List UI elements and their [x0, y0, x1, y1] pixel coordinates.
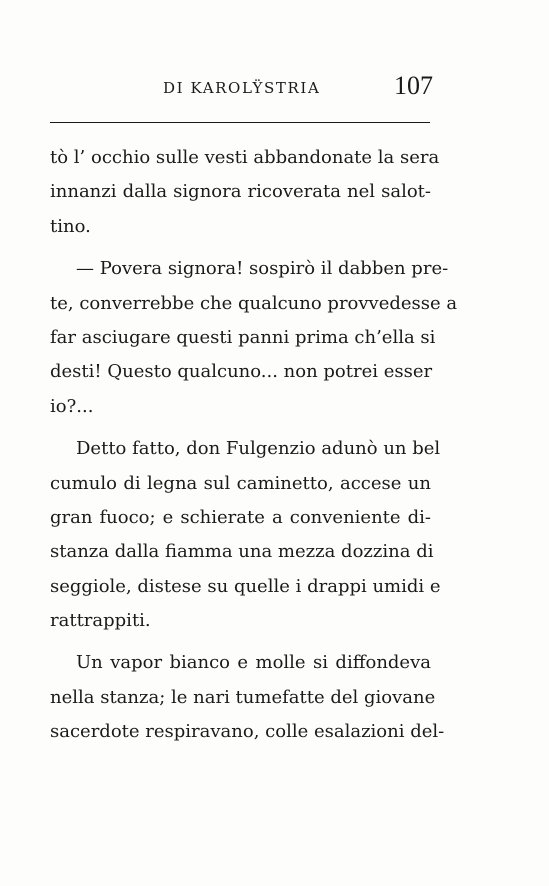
text-line: Detto fatto, don Fulgenzio adunò un bel — [76, 438, 441, 460]
text-line: nella stanza; le nari tumefatte del giovane — [50, 686, 436, 708]
text-line: Un vapor bianco e molle si diffondeva — [76, 652, 431, 674]
text-line: tino. — [50, 215, 91, 237]
text-line: io?... — [50, 395, 94, 417]
body-text — [50, 141, 458, 750]
text-line: — Povera signora! sospirò il dabben pre- — [76, 258, 449, 280]
text-line: stanza dalla fiamma una mezza dozzina di — [50, 541, 434, 563]
text-line: seggiole, distese su quelle i drappi umidi e — [50, 575, 441, 597]
page-number: 107 — [394, 71, 433, 100]
text-line: far asciugare questi panni prima ch’ella si — [50, 326, 436, 348]
text-line: sacerdote respiravano, colle esalazioni del- — [50, 721, 445, 743]
text-line: innanzi dalla signora ricoverata nel salot- — [50, 181, 431, 203]
header-rule — [50, 122, 430, 123]
text-line: tò l’ occhio sulle vesti abbandonate la sera — [50, 147, 440, 168]
text-line: rattrappiti. — [50, 610, 151, 632]
running-title: DI KAROLŸSTRIA — [163, 79, 321, 97]
text-line: cumulo di legna sul caminetto, accese un — [50, 472, 431, 494]
text-line: te, converrebbe che qualcuno provvedesse a — [50, 292, 458, 314]
text-line: gran fuoco; e schierate a conveniente di- — [50, 506, 431, 528]
text-line: desti! Questo qualcuno... non potrei esser — [50, 361, 433, 383]
